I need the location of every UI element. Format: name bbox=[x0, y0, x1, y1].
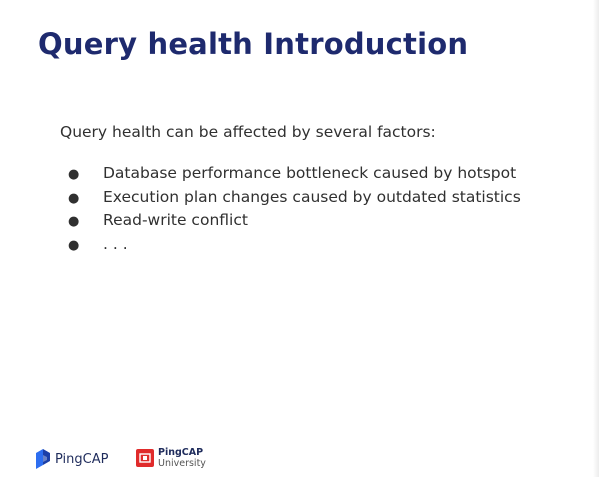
list-item bbox=[68, 162, 521, 186]
pingcap-logo bbox=[36, 449, 108, 469]
bullet-icon: ● bbox=[68, 190, 80, 206]
list-item bbox=[68, 209, 521, 233]
bullet-text: . . . bbox=[103, 234, 128, 253]
pingcap-mark-icon bbox=[36, 449, 50, 469]
pingcap-university-logo bbox=[136, 447, 206, 469]
bullet-text: Database performance bottleneck caused by hotspot bbox=[103, 164, 517, 182]
list-item bbox=[68, 186, 521, 210]
university-logo-line1: PingCAP bbox=[158, 447, 204, 458]
bullet-text: Read-write conflict bbox=[103, 211, 248, 229]
bullet-icon: ● bbox=[68, 237, 80, 253]
university-logo-line2: University bbox=[158, 458, 206, 469]
bullet-icon: ● bbox=[68, 214, 80, 229]
bullet-icon: ● bbox=[68, 167, 80, 182]
bullet-list bbox=[68, 162, 521, 256]
slide-edge-shadow bbox=[593, 0, 599, 477]
university-mark-icon bbox=[136, 449, 154, 467]
bullet-text: Execution plan changes caused by outdated statistics bbox=[103, 187, 521, 206]
pingcap-logo-text: PingCAP bbox=[55, 451, 109, 467]
slide-title: Query health Introduction bbox=[38, 27, 469, 61]
list-item bbox=[68, 233, 521, 257]
intro-text: Query health can be affected by several factors: bbox=[60, 123, 436, 141]
university-logo-text bbox=[158, 447, 206, 469]
